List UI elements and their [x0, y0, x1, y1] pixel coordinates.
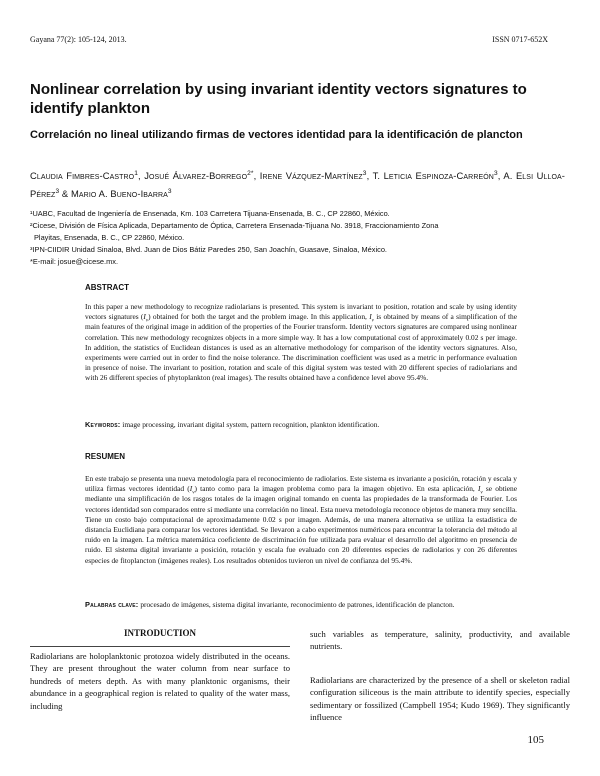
resumen-heading: RESUMEN	[85, 452, 126, 461]
introduction-heading: INTRODUCTION	[123, 628, 196, 638]
math-symbol: I	[143, 312, 146, 322]
keywords-text: image processing, invariant digital system, pattern recognition, plankton identification.	[120, 420, 380, 429]
author-affil-mark: 3	[55, 187, 60, 195]
author-affil-mark: 2*	[247, 169, 254, 177]
abstract-heading: ABSTRACT	[85, 283, 129, 292]
author-name: Irene Vázquez-Martínez	[259, 170, 363, 181]
resumen-text	[85, 474, 517, 566]
intro-column-left: Radiolarians are holoplanktonic protozoa widely distributed in the oceans. They are present throughout the water column from near surface to hundreds of meters depth. As with many planktonic organisms, their abundance in a geographical region is related to quality of the water mass, including	[30, 651, 290, 711]
resumen-fragment: En este trabajo se presenta una nueva metodología para el reconocimiento de radiolarios. Este sistema es invariante a posición, rotación y escala y utiliza firmas vectores identidad (	[85, 474, 517, 494]
math-subscript: v	[480, 489, 483, 496]
affiliation-line: ²Cicese, División de Física Aplicada, Departamento de Óptica, Carretera Ensenada-Tijuana No. 3918, Fraccionamiento Zona	[30, 221, 439, 230]
abstract-fragment: is obtained by means of a simplification of the main features of the original image in addition of the properties of the Fourier transform. Identity vectors signatures are compared using nonlinear correlation. This new methodology recognizes objects in a more simple way. It has a low computational cost of approximately 0.02 s per image. In addition, the statistics of Euclidean distances is used as an alternative methodology for comparison of the identity vectors signatures. Also, experiments were carried out in order to find the noise tolerance. The discrimination coefficient was used as a metric in performance evaluation in presence of noise. The invariant to position, rotation and scale of this digital system was tested with 20 different species of radiolarians and with 26 different species of phytoplankton (real images). The results obtained have a confidence level above 95.4%.	[85, 312, 517, 383]
affiliation-line: ¹UABC, Facultad de Ingeniería de Ensenada, Km. 103 Carretera Tijuana-Ensenada, B. C., CP 22860, México.	[30, 209, 390, 218]
intro-column-right-top: such variables as temperature, salinity, productivity, and available nutrients.	[310, 629, 570, 652]
resumen-fragment: ) tanto como para la imagen problema como para la imagen objetivo. En esta aplicación,	[194, 484, 478, 494]
author-affil-mark: 3	[167, 187, 172, 195]
math-symbol: I	[369, 312, 372, 322]
math-subscript: v	[192, 489, 195, 496]
abstract-fragment: ) obtained for both the target and the problem image. In this application,	[148, 312, 370, 322]
author-ampersand: &	[61, 188, 69, 199]
affiliations	[30, 208, 565, 268]
paper-subtitle: Correlación no lineal utilizando firmas de vectores identidad para la identificación de plancton	[30, 129, 523, 141]
email-line: *E-mail: josue@cicese.mx.	[30, 257, 119, 266]
palabras-text: procesado de imágenes, sistema digital invariante, reconocimiento de patrones, identificación de plancton.	[138, 600, 455, 609]
math-subscript: v	[371, 317, 374, 324]
palabras-clave	[85, 600, 517, 610]
page-number: 105	[527, 734, 544, 746]
author-affil-mark: 1	[134, 169, 138, 177]
heading-rule	[30, 646, 290, 647]
author-affil-mark: 3	[362, 169, 367, 177]
math-symbol: I	[477, 484, 481, 494]
author-affil-mark: 3	[493, 169, 498, 177]
author-name: Mario A. Bueno-Ibarra	[71, 188, 168, 199]
author-name: Claudia Fimbres-Castro	[30, 170, 135, 181]
abstract-text	[85, 302, 517, 384]
keywords	[85, 420, 517, 430]
author-list: Claudia Fimbres-Castro$^1$, Josué Álvarez-Borrego$^{2*}$, Irene Vázquez-Martínez$^3$, T. Leticia Espinoza-Carreón$^3$, A. Elsi Ulloa-Pérez$^3$ & Mario A. Bueno-Ibarra$^3$	[30, 169, 565, 199]
math-subscript: v	[145, 317, 149, 324]
math-symbol: I	[189, 484, 193, 494]
author-name: A. Elsi Ulloa-Pérez	[30, 170, 565, 199]
issn: ISSN 0717-652X	[492, 35, 548, 44]
resumen-fragment: se obtiene mediante una simplificación de los rasgos totales de la imagen original tomando en cuenta las propiedades de la transformada de Fourier. Los vectores identidad son comparados entre sí mediante una correlación no lineal. Esta nueva metodología reconoce objetos de manera muy sencilla. Tiene un costo bajo computacional de aproximadamente 0.02 s por imagen. Además, de una manera alternativa se utiliza la estadística de distancia Euclidiana para comparar los vectores identidad. Se llevaron a cabo experimentos numéricos para encontrar la tolerancia del método al ruido en la imagen. La métrica matemática coeficiente de discriminación fue utilizada para evaluar el desarrollo del algoritmo en presencia de ruido. El sistema digital invariante a posición, rotación y escala fue evaluado con 20 diferentes especies de radiolarios y con 26 diferentes especies de fitoplancton (imágenes reales). Los resultados obtenidos tuvieron un nivel de confianza del 95.4%.	[85, 484, 518, 565]
palabras-label: Palabras clave:	[85, 600, 139, 609]
affiliation-line: ³IPN-CIIDIR Unidad Sinaloa, Blvd. Juan de Dios Bátiz Paredes 250, San Joachín, Guasave, Sinaloa, México.	[30, 245, 387, 254]
intro-column-right-paragraph: Radiolarians are characterized by the presence of a shell or skeleton radial configuration siliceous is the main attribute to identify species, especially sedimentary or fossilized (Campbell 1954; Kudo 1969). They significantly influence	[310, 675, 570, 723]
journal-citation: Gayana 77(2): 105-124, 2013.	[30, 35, 127, 44]
affiliation-line: Playitas, Ensenada, B. C., CP 22860, México.	[34, 233, 185, 242]
keywords-label: Keywords:	[85, 420, 121, 429]
author-name: Josué Álvarez-Borrego	[144, 170, 248, 181]
paper-title: Nonlinear correlation by using invariant identity vectors signatures to identify plankton	[30, 81, 527, 117]
abstract-fragment: In this paper a new methodology to recognize radiolarians is presented. This system is invariant to position, rotation and scale by using identity vectors signatures (	[85, 302, 517, 322]
author-name: T. Leticia Espinoza-Carreón	[372, 170, 494, 181]
